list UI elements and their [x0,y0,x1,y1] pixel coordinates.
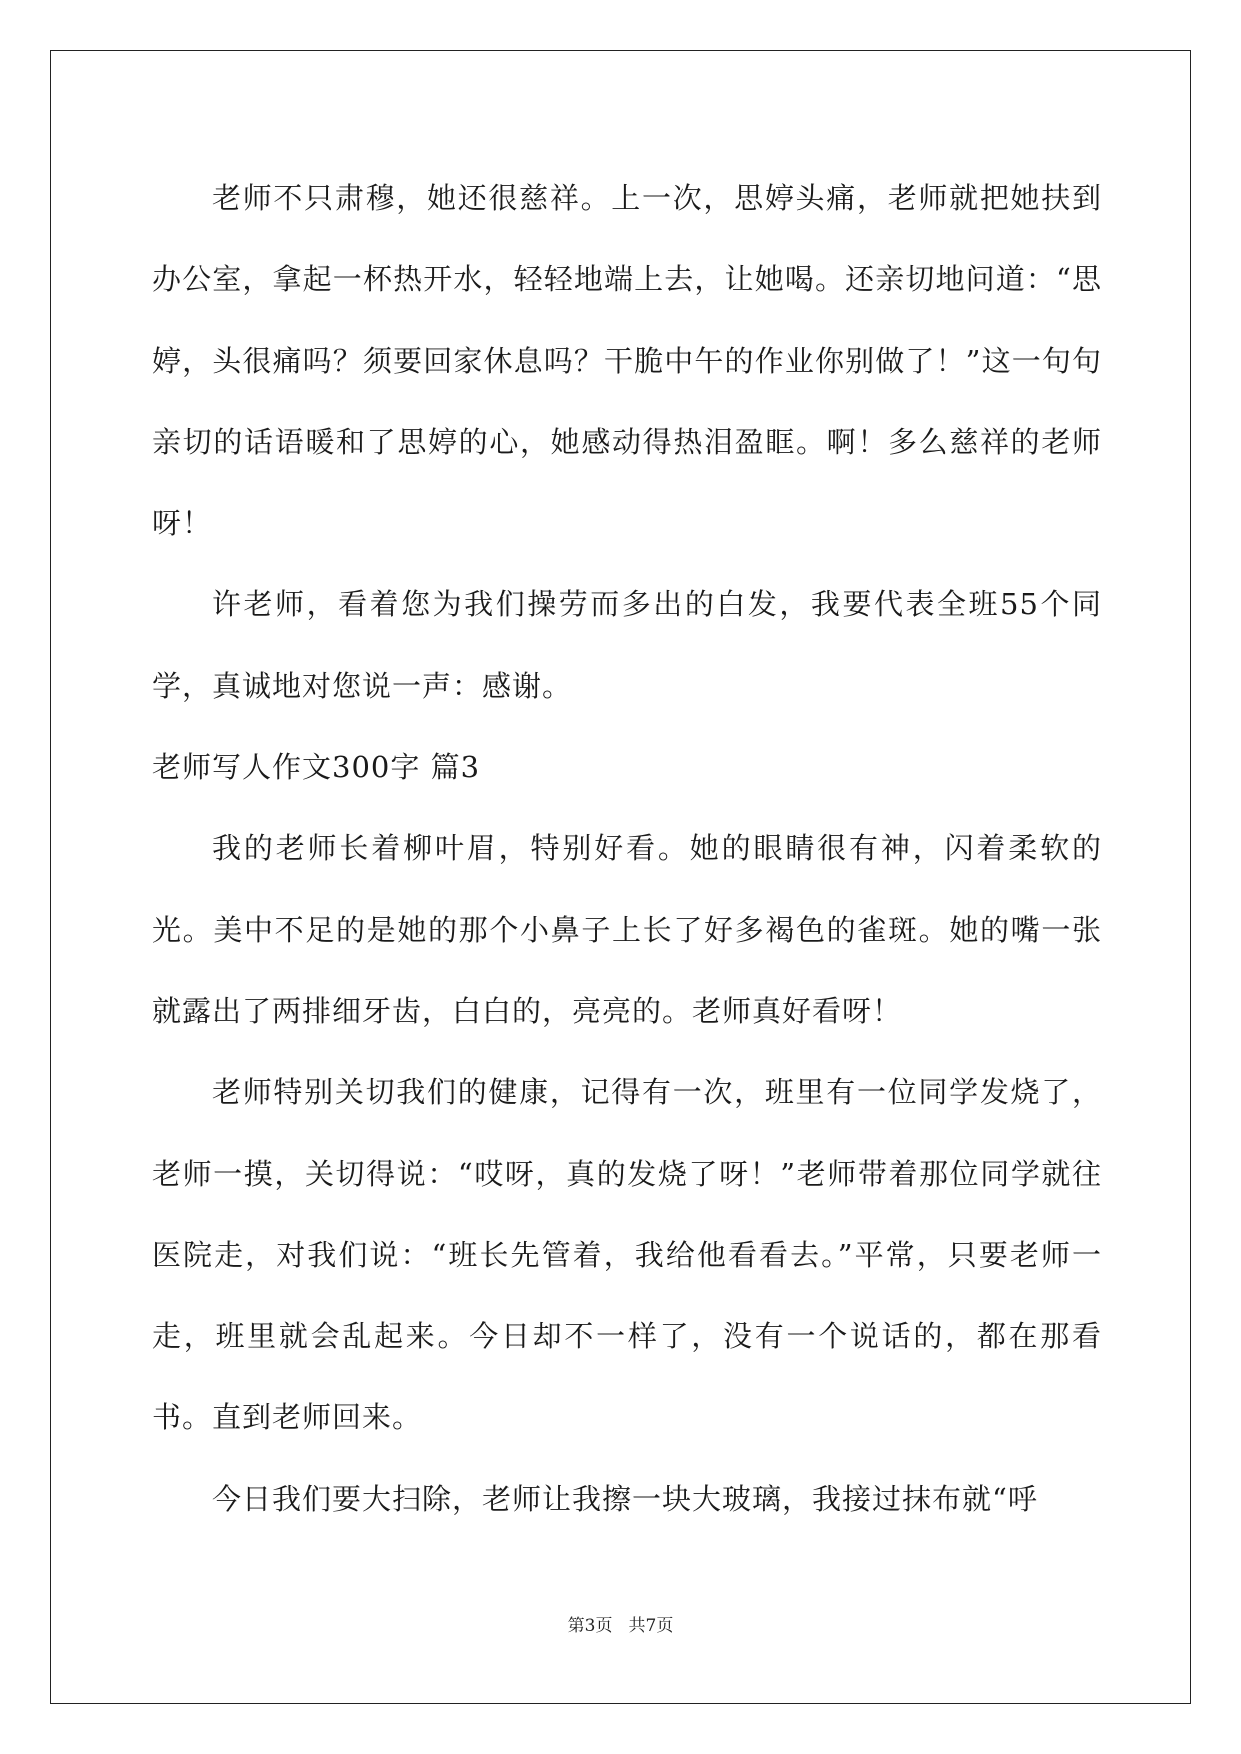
page-footer [0,1611,1241,1636]
section-heading: 老师写人作文300字 篇3 [152,750,481,785]
page-total: 共7页 [628,1616,674,1636]
paragraph-teacher-kind: 老师不只肃穆，她还很慈祥。上一次，思婷头痛，老师就把她扶到办公室，拿起一杯热开水，轻轻地端上去，让她喝。还亲切地问道：“思婷，头很痛吗？须要回家休息吗？干脆中午的作业你别做了！”这一句句亲切的话语暖和了思婷的心，她感动得热泪盈眶。啊！多么慈祥的老师呀！ [152,181,1102,541]
page-number: 第3页 [567,1616,613,1636]
paragraph-health: 老师特别关切我们的健康，记得有一次，班里有一位同学发烧了，老师一摸，关切得说：“哎呀，真的发烧了呀！”老师带着那位同学就往医院走，对我们说：“班长先管着，我给他看看去。”平常，只要老师一走，班里就会乱起来。今日却不一样了，没有一个说话的，都在那看书。直到老师回来。 [152,1075,1102,1435]
paragraph-thanks: 许老师，看着您为我们操劳而多出的白发，我要代表全班55个同学，真诚地对您说一声：感谢。 [152,587,1102,703]
paragraph-appearance: 我的老师长着柳叶眉，特别好看。她的眼睛很有神，闪着柔软的光。美中不足的是她的那个小鼻子上长了好多褐色的雀斑。她的嘴一张就露出了两排细牙齿，白白的，亮亮的。老师真好看呀！ [152,831,1102,1028]
document-body [152,158,1102,1540]
paragraph-cleaning: 今日我们要大扫除，老师让我擦一块大玻璃，我接过抹布就“呼 [212,1481,1038,1516]
